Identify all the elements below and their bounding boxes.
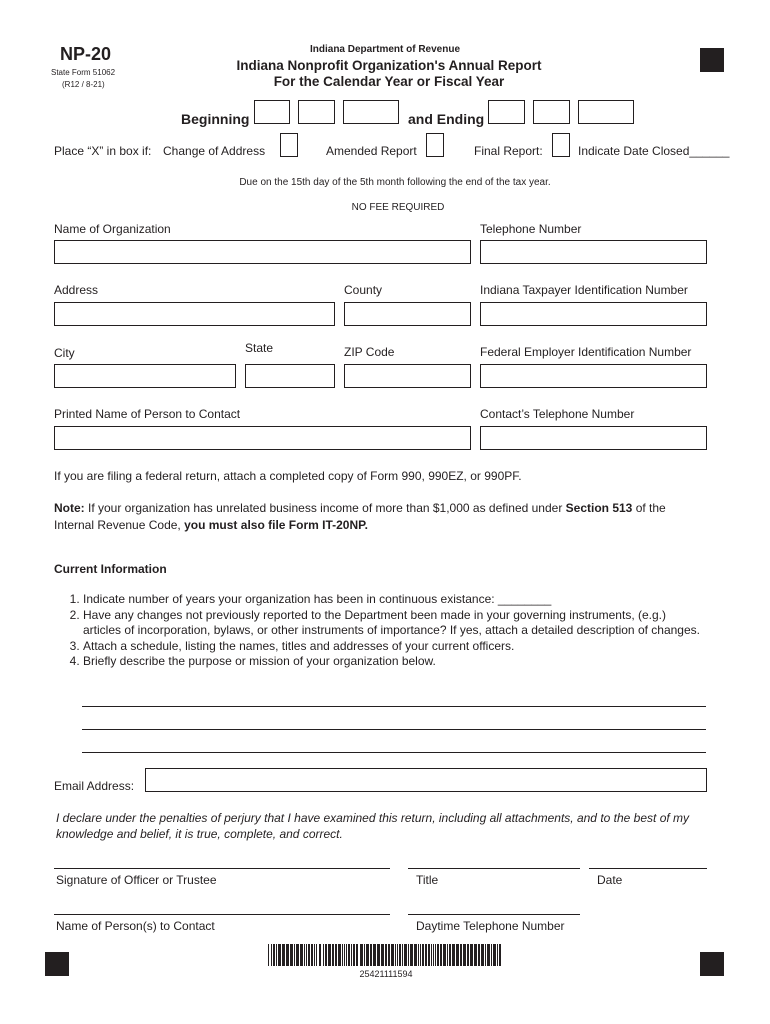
list-item: 3. Attach a schedule, listing the names, titles and addresses of your current officers. bbox=[83, 639, 703, 655]
barcode-bar bbox=[404, 944, 407, 966]
barcode-bar bbox=[346, 944, 347, 966]
barcode-bar bbox=[463, 944, 466, 966]
barcode-bar bbox=[351, 944, 352, 966]
daytime-phone-line[interactable] bbox=[408, 914, 580, 915]
federal-return-note: If you are filing a federal return, attach a completed copy of Form 990, 990EZ, or 990PF. bbox=[54, 469, 522, 483]
change-of-address-label: Change of Address bbox=[163, 144, 266, 158]
barcode-bar bbox=[373, 944, 376, 966]
barcode-bar bbox=[418, 944, 419, 966]
taxpayer-id-label: Indiana Taxpayer Identification Number bbox=[480, 283, 688, 297]
mission-line-1[interactable] bbox=[82, 706, 706, 707]
barcode-bar bbox=[431, 944, 432, 966]
email-label: Email Address: bbox=[54, 779, 135, 793]
city-label: City bbox=[54, 346, 75, 360]
barcode-bar bbox=[278, 944, 281, 966]
city-input[interactable] bbox=[54, 364, 236, 388]
form-number: NP-20 bbox=[60, 44, 112, 64]
barcode-bar bbox=[433, 944, 434, 966]
barcode-bar bbox=[268, 944, 269, 966]
place-x-instruction: Place “X” in box if: bbox=[54, 144, 152, 158]
telephone-input[interactable] bbox=[480, 240, 707, 264]
barcode-bar bbox=[360, 944, 363, 966]
list-item: 1. Indicate number of years your organization has been in continuous existance: ________ bbox=[83, 592, 703, 608]
barcode-bar bbox=[290, 944, 293, 966]
barcode-bar bbox=[452, 944, 455, 966]
barcode-bar bbox=[408, 944, 409, 966]
barcode-bar bbox=[425, 944, 427, 966]
barcode-bar bbox=[364, 944, 365, 966]
org-name-input[interactable] bbox=[54, 240, 471, 264]
current-info-list bbox=[66, 592, 703, 670]
registration-mark-bottom-left bbox=[45, 952, 69, 976]
note-text-end: of the bbox=[632, 501, 666, 515]
barcode-bar bbox=[487, 944, 490, 966]
ending-month-box[interactable] bbox=[488, 100, 525, 124]
barcode-bar bbox=[449, 944, 451, 966]
ending-day-box[interactable] bbox=[533, 100, 570, 124]
barcode-bar bbox=[271, 944, 272, 966]
state-label: State bbox=[245, 341, 274, 355]
barcode-bar bbox=[428, 944, 430, 966]
barcode-bar bbox=[323, 944, 324, 966]
barcode-bar bbox=[391, 944, 394, 966]
barcode-bar bbox=[319, 944, 321, 966]
department-name: Indiana Department of Revenue bbox=[309, 44, 461, 55]
barcode-bar bbox=[296, 944, 299, 966]
barcode-bar bbox=[485, 944, 486, 966]
barcode-bar bbox=[377, 944, 380, 966]
barcode-bar bbox=[282, 944, 285, 966]
list-item: 2. Have any changes not previously reported to the Department been made in your governing instruments, (e.g.) articles of incorporation, bylaws, or other instruments of importance? If yes, attach a detailed description of changes. bbox=[83, 608, 703, 639]
barcode-number: 25421111594 bbox=[359, 969, 413, 979]
contact-name-label: Printed Name of Person to Contact bbox=[54, 407, 241, 421]
barcode-bar bbox=[348, 944, 350, 966]
barcode-bar bbox=[478, 944, 480, 966]
barcode bbox=[268, 944, 504, 966]
barcode-bar bbox=[399, 944, 401, 966]
fein-input[interactable] bbox=[480, 364, 707, 388]
barcode-bar bbox=[381, 944, 384, 966]
address-label: Address bbox=[54, 283, 99, 297]
form-revision: (R12 / 8-21) bbox=[62, 80, 105, 89]
note-label: Note: bbox=[54, 501, 85, 515]
org-name-label: Name of Organization bbox=[54, 222, 171, 236]
barcode-bar bbox=[460, 944, 462, 966]
barcode-bar bbox=[300, 944, 303, 966]
final-report-label: Final Report: bbox=[474, 144, 543, 158]
barcode-bar bbox=[306, 944, 307, 966]
contact-persons-label: Name of Person(s) to Contact bbox=[56, 919, 215, 933]
barcode-bar bbox=[342, 944, 343, 966]
barcode-bar bbox=[435, 944, 436, 966]
barcode-bar bbox=[388, 944, 390, 966]
beginning-year-box[interactable] bbox=[343, 100, 399, 124]
barcode-bar bbox=[353, 944, 355, 966]
note-file-it20np: you must also file Form IT-20NP. bbox=[184, 518, 368, 532]
taxpayer-id-input[interactable] bbox=[480, 302, 707, 326]
barcode-bar bbox=[420, 944, 421, 966]
final-report-checkbox[interactable] bbox=[552, 133, 570, 157]
barcode-bar bbox=[491, 944, 492, 966]
barcode-bar bbox=[456, 944, 459, 966]
fein-label: Federal Employer Identification Number bbox=[480, 345, 692, 359]
beginning-day-box[interactable] bbox=[298, 100, 335, 124]
barcode-bar bbox=[335, 944, 337, 966]
barcode-bar bbox=[304, 944, 305, 966]
form-title: Indiana Nonprofit Organization's Annual Report bbox=[236, 58, 542, 73]
no-fee-note: NO FEE REQUIRED bbox=[351, 202, 445, 213]
barcode-bar bbox=[332, 944, 334, 966]
daytime-phone-label: Daytime Telephone Number bbox=[416, 919, 565, 933]
barcode-bar bbox=[294, 944, 295, 966]
barcode-bar bbox=[414, 944, 417, 966]
change-of-address-checkbox[interactable] bbox=[280, 133, 298, 157]
zip-input[interactable] bbox=[344, 364, 471, 388]
state-form-number: State Form 51062 bbox=[51, 68, 116, 77]
email-input[interactable] bbox=[145, 768, 707, 792]
form-subtitle: For the Calendar Year or Fiscal Year bbox=[273, 74, 505, 89]
note-section: Section 513 bbox=[565, 501, 633, 515]
barcode-bar bbox=[470, 944, 473, 966]
barcode-bar bbox=[325, 944, 327, 966]
barcode-bar bbox=[276, 944, 277, 966]
barcode-bar bbox=[499, 944, 501, 966]
barcode-bar bbox=[437, 944, 439, 966]
barcode-bar bbox=[356, 944, 358, 966]
list-item: 4. Briefly describe the purpose or mission of your organization below. bbox=[83, 654, 703, 670]
beginning-label: Beginning bbox=[181, 111, 250, 127]
barcode-bar bbox=[338, 944, 341, 966]
title-line[interactable] bbox=[408, 868, 580, 869]
barcode-bar bbox=[273, 944, 275, 966]
due-date-note: Due on the 15th day of the 5th month following the end of the tax year. bbox=[239, 177, 551, 188]
zip-label: ZIP Code bbox=[344, 345, 395, 359]
county-label: County bbox=[344, 283, 383, 297]
barcode-bar bbox=[366, 944, 369, 966]
amended-report-label: Amended Report bbox=[326, 144, 417, 158]
barcode-bar bbox=[344, 944, 345, 966]
contact-name-input[interactable] bbox=[54, 426, 471, 450]
barcode-bar bbox=[481, 944, 484, 966]
barcode-bar bbox=[316, 944, 317, 966]
contact-phone-input[interactable] bbox=[480, 426, 707, 450]
barcode-bar bbox=[370, 944, 372, 966]
barcode-bar bbox=[467, 944, 469, 966]
mission-line-2[interactable] bbox=[82, 729, 706, 730]
barcode-bar bbox=[397, 944, 398, 966]
barcode-bar bbox=[395, 944, 396, 966]
telephone-label: Telephone Number bbox=[480, 222, 582, 236]
current-info-heading: Current Information bbox=[54, 562, 167, 576]
barcode-bar bbox=[308, 944, 310, 966]
barcode-bar bbox=[410, 944, 413, 966]
county-input[interactable] bbox=[344, 302, 471, 326]
officer-signature-label: Signature of Officer or Trustee bbox=[56, 873, 217, 887]
barcode-bar bbox=[447, 944, 448, 966]
date-line[interactable] bbox=[589, 868, 707, 869]
note-text: If your organization has unrelated business income of more than $1,000 as defined under bbox=[84, 501, 566, 515]
amended-report-checkbox[interactable] bbox=[426, 133, 444, 157]
ending-label: and Ending bbox=[408, 111, 485, 127]
barcode-bar bbox=[422, 944, 424, 966]
title-label: Title bbox=[416, 873, 439, 887]
date-closed-label[interactable]: Indicate Date Closed______ bbox=[578, 144, 730, 158]
date-label: Date bbox=[597, 873, 623, 887]
barcode-bar bbox=[328, 944, 331, 966]
barcode-bar bbox=[443, 944, 446, 966]
note-text-line2: Internal Revenue Code, bbox=[54, 518, 185, 532]
unrelated-income-note bbox=[54, 501, 666, 515]
barcode-bar bbox=[402, 944, 403, 966]
address-input[interactable] bbox=[54, 302, 335, 326]
barcode-bar bbox=[314, 944, 315, 966]
barcode-bar bbox=[474, 944, 477, 966]
officer-signature-line[interactable] bbox=[54, 868, 390, 869]
barcode-bar bbox=[311, 944, 313, 966]
contact-phone-label: Contact’s Telephone Number bbox=[480, 407, 635, 421]
state-input[interactable] bbox=[245, 364, 335, 388]
perjury-declaration: I declare under the penalties of perjury that I have examined this return, including all attachments, and to the best of my knowledge and belief, it is true, complete, and correct. bbox=[56, 811, 690, 841]
ending-year-box[interactable] bbox=[578, 100, 634, 124]
beginning-month-box[interactable] bbox=[254, 100, 290, 124]
barcode-bar bbox=[497, 944, 498, 966]
barcode-bar bbox=[385, 944, 387, 966]
contact-persons-line[interactable] bbox=[54, 914, 390, 915]
unrelated-income-note-line2 bbox=[54, 518, 368, 532]
barcode-bar bbox=[493, 944, 496, 966]
registration-mark-bottom-right bbox=[700, 952, 724, 976]
barcode-bar bbox=[286, 944, 289, 966]
barcode-bar bbox=[440, 944, 442, 966]
mission-line-3[interactable] bbox=[82, 752, 706, 753]
